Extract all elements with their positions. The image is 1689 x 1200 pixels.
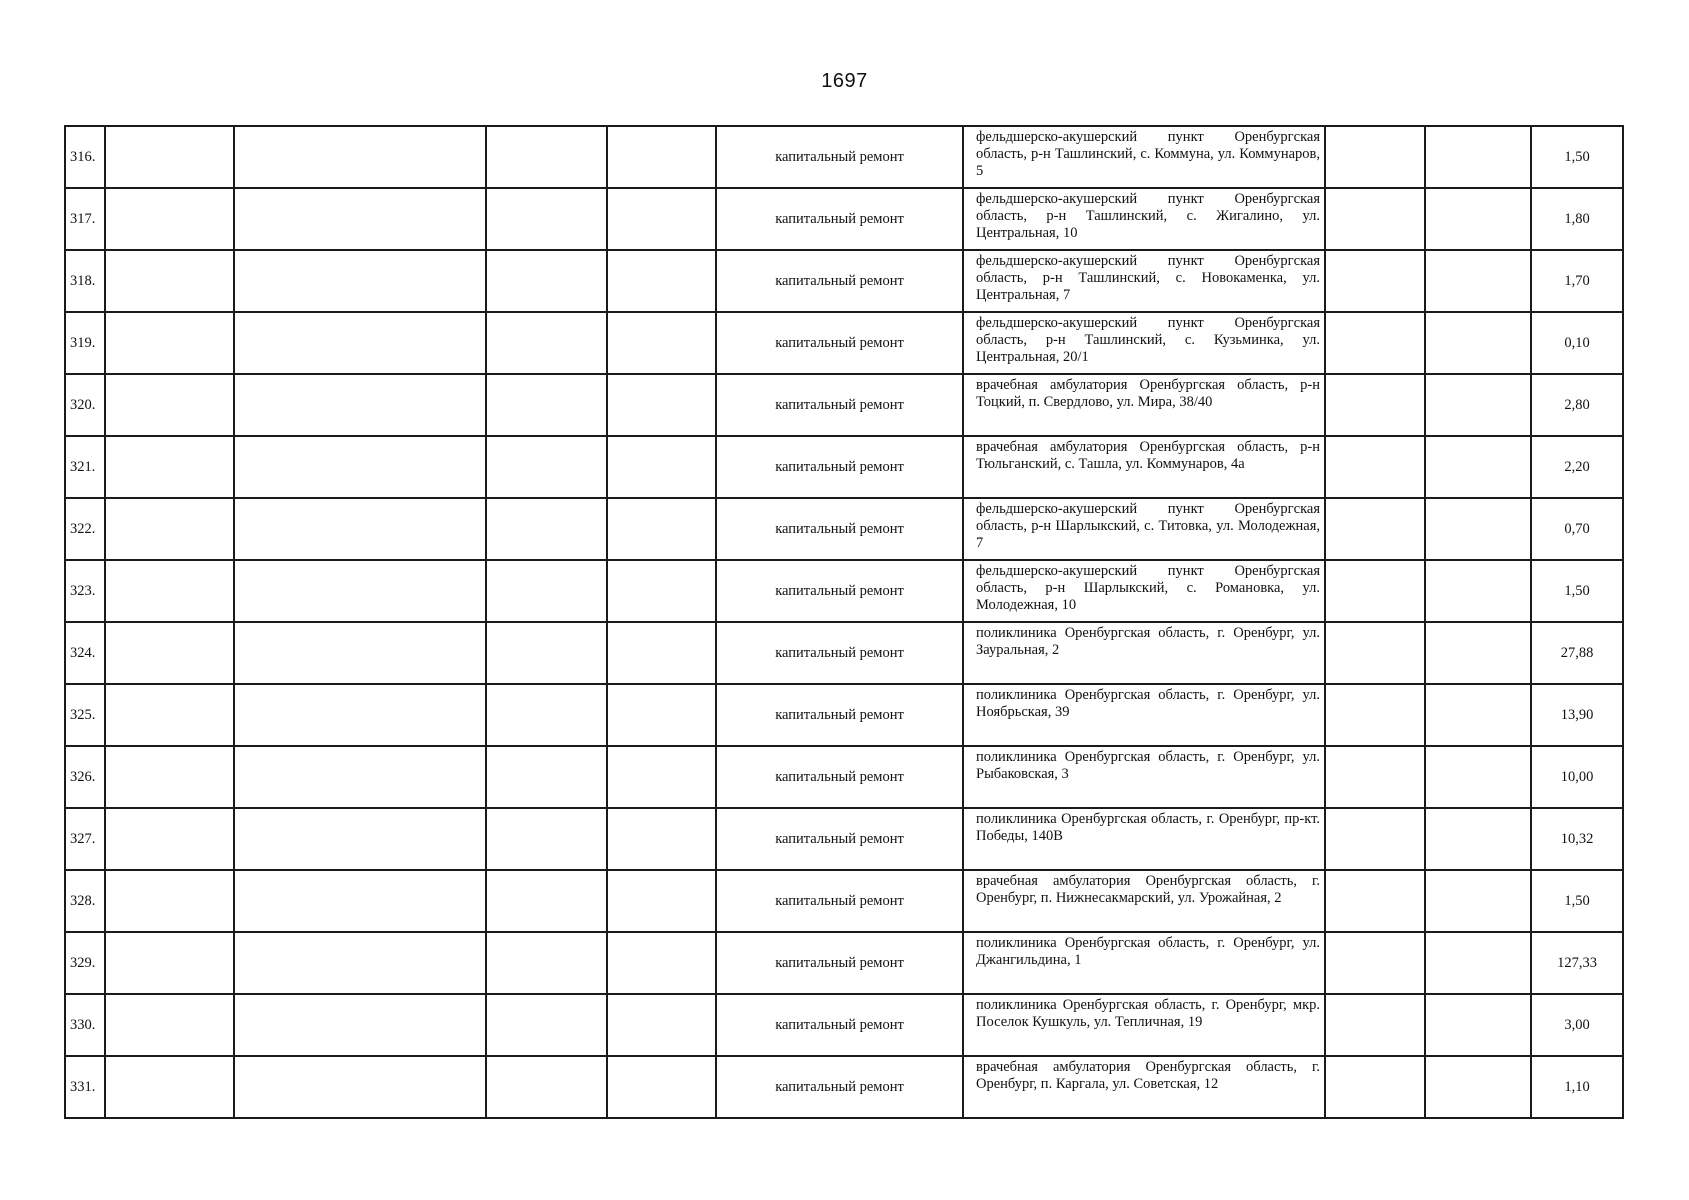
work-type-cell: капитальный ремонт [716, 746, 963, 808]
table-row [65, 870, 1623, 932]
object-address-cell: фельдшерско-акушерский пункт Оренбургская область, р-н Ташлинский, с. Кузьминка, ул. Центральная, 20/1 [963, 312, 1325, 374]
object-address-cell: поликлиника Оренбургская область, г. Оренбург, ул. Джангильдина, 1 [963, 932, 1325, 994]
table-row [65, 684, 1623, 746]
empty-cell [1325, 126, 1425, 188]
empty-cell [486, 188, 607, 250]
empty-cell [1425, 1056, 1531, 1118]
empty-cell [105, 374, 234, 436]
empty-cell [607, 560, 716, 622]
empty-cell [607, 312, 716, 374]
empty-cell [607, 746, 716, 808]
object-address-cell: фельдшерско-акушерский пункт Оренбургская область, р-н Шарлыкский, с. Титовка, ул. Молодежная, 7 [963, 498, 1325, 560]
empty-cell [234, 312, 486, 374]
work-type-cell: капитальный ремонт [716, 498, 963, 560]
empty-cell [105, 684, 234, 746]
empty-cell [234, 1056, 486, 1118]
empty-cell [1425, 622, 1531, 684]
table-row [65, 622, 1623, 684]
empty-cell [1325, 188, 1425, 250]
amount-cell: 0,10 [1531, 312, 1623, 374]
object-address-cell: поликлиника Оренбургская область, г. Оренбург, ул. Рыбаковская, 3 [963, 746, 1325, 808]
empty-cell [1325, 746, 1425, 808]
empty-cell [607, 498, 716, 560]
table-row [65, 498, 1623, 560]
amount-cell: 2,20 [1531, 436, 1623, 498]
empty-cell [607, 684, 716, 746]
empty-cell [486, 498, 607, 560]
row-number-cell: 331. [65, 1056, 105, 1118]
empty-cell [486, 436, 607, 498]
empty-cell [105, 1056, 234, 1118]
empty-cell [607, 994, 716, 1056]
empty-cell [607, 870, 716, 932]
empty-cell [105, 188, 234, 250]
amount-cell: 1,50 [1531, 560, 1623, 622]
table-body [65, 126, 1623, 1118]
row-number-cell: 326. [65, 746, 105, 808]
empty-cell [607, 622, 716, 684]
amount-cell: 10,00 [1531, 746, 1623, 808]
empty-cell [105, 746, 234, 808]
row-number-cell: 322. [65, 498, 105, 560]
empty-cell [1325, 1056, 1425, 1118]
empty-cell [1325, 250, 1425, 312]
row-number-cell: 324. [65, 622, 105, 684]
object-address-cell: врачебная амбулатория Оренбургская область, г. Оренбург, п. Нижнесакмарский, ул. Урожайная, 2 [963, 870, 1325, 932]
work-type-cell: капитальный ремонт [716, 436, 963, 498]
row-number-cell: 319. [65, 312, 105, 374]
work-type-cell: капитальный ремонт [716, 250, 963, 312]
empty-cell [1325, 994, 1425, 1056]
empty-cell [234, 374, 486, 436]
empty-cell [1325, 374, 1425, 436]
empty-cell [1425, 188, 1531, 250]
empty-cell [607, 436, 716, 498]
amount-cell: 10,32 [1531, 808, 1623, 870]
table-row [65, 932, 1623, 994]
empty-cell [486, 932, 607, 994]
empty-cell [486, 1056, 607, 1118]
table-row [65, 374, 1623, 436]
work-type-cell: капитальный ремонт [716, 932, 963, 994]
empty-cell [1425, 250, 1531, 312]
empty-cell [234, 126, 486, 188]
empty-cell [1325, 436, 1425, 498]
empty-cell [105, 560, 234, 622]
object-address-cell: поликлиника Оренбургская область, г. Оренбург, мкр. Поселок Кушкуль, ул. Тепличная, 19 [963, 994, 1325, 1056]
empty-cell [486, 250, 607, 312]
empty-cell [234, 250, 486, 312]
empty-cell [105, 622, 234, 684]
empty-cell [486, 374, 607, 436]
amount-cell: 27,88 [1531, 622, 1623, 684]
empty-cell [234, 622, 486, 684]
empty-cell [1325, 808, 1425, 870]
empty-cell [105, 126, 234, 188]
empty-cell [607, 188, 716, 250]
work-type-cell: капитальный ремонт [716, 374, 963, 436]
row-number-cell: 318. [65, 250, 105, 312]
empty-cell [105, 250, 234, 312]
page-number: 1697 [821, 70, 868, 92]
empty-cell [234, 436, 486, 498]
empty-cell [1425, 684, 1531, 746]
empty-cell [234, 684, 486, 746]
empty-cell [486, 994, 607, 1056]
empty-cell [1425, 312, 1531, 374]
empty-cell [607, 808, 716, 870]
empty-cell [234, 746, 486, 808]
amount-cell: 1,70 [1531, 250, 1623, 312]
amount-cell: 1,80 [1531, 188, 1623, 250]
row-number-cell: 320. [65, 374, 105, 436]
empty-cell [234, 188, 486, 250]
empty-cell [234, 498, 486, 560]
object-address-cell: врачебная амбулатория Оренбургская область, р-н Тюльганский, с. Ташла, ул. Коммунаров, 4а [963, 436, 1325, 498]
empty-cell [1425, 746, 1531, 808]
work-type-cell: капитальный ремонт [716, 188, 963, 250]
empty-cell [1325, 932, 1425, 994]
empty-cell [1425, 560, 1531, 622]
empty-cell [105, 312, 234, 374]
empty-cell [1325, 684, 1425, 746]
table-row [65, 808, 1623, 870]
empty-cell [1425, 374, 1531, 436]
object-address-cell: фельдшерско-акушерский пункт Оренбургская область, р-н Ташлинский, с. Новокаменка, ул. Центральная, 7 [963, 250, 1325, 312]
object-address-cell: поликлиника Оренбургская область, г. Оренбург, ул. Ноябрьская, 39 [963, 684, 1325, 746]
empty-cell [1325, 560, 1425, 622]
empty-cell [105, 870, 234, 932]
object-address-cell: фельдшерско-акушерский пункт Оренбургская область, р-н Ташлинский, с. Коммуна, ул. Коммунаров, 5 [963, 126, 1325, 188]
table-row [65, 1056, 1623, 1118]
registry-table [64, 125, 1624, 1119]
amount-cell: 13,90 [1531, 684, 1623, 746]
empty-cell [1425, 870, 1531, 932]
table-row [65, 312, 1623, 374]
object-address-cell: поликлиника Оренбургская область, г. Оренбург, пр-кт. Победы, 140В [963, 808, 1325, 870]
row-number-cell: 316. [65, 126, 105, 188]
object-address-cell: фельдшерско-акушерский пункт Оренбургская область, р-н Шарлыкский, с. Романовка, ул. Молодежная, 10 [963, 560, 1325, 622]
object-address-cell: поликлиника Оренбургская область, г. Оренбург, ул. Зауральная, 2 [963, 622, 1325, 684]
work-type-cell: капитальный ремонт [716, 808, 963, 870]
empty-cell [1325, 312, 1425, 374]
table-row [65, 560, 1623, 622]
row-number-cell: 321. [65, 436, 105, 498]
work-type-cell: капитальный ремонт [716, 622, 963, 684]
empty-cell [234, 994, 486, 1056]
empty-cell [486, 622, 607, 684]
amount-cell: 1,10 [1531, 1056, 1623, 1118]
empty-cell [486, 560, 607, 622]
empty-cell [105, 498, 234, 560]
empty-cell [607, 932, 716, 994]
empty-cell [1425, 436, 1531, 498]
table-row [65, 436, 1623, 498]
empty-cell [1425, 498, 1531, 560]
table-row [65, 250, 1623, 312]
amount-cell: 127,33 [1531, 932, 1623, 994]
table-row [65, 994, 1623, 1056]
work-type-cell: капитальный ремонт [716, 1056, 963, 1118]
empty-cell [1325, 870, 1425, 932]
row-number-cell: 328. [65, 870, 105, 932]
row-number-cell: 317. [65, 188, 105, 250]
row-number-cell: 327. [65, 808, 105, 870]
empty-cell [1325, 622, 1425, 684]
empty-cell [105, 808, 234, 870]
empty-cell [607, 250, 716, 312]
empty-cell [607, 374, 716, 436]
empty-cell [234, 932, 486, 994]
empty-cell [1425, 994, 1531, 1056]
empty-cell [234, 560, 486, 622]
row-number-cell: 330. [65, 994, 105, 1056]
amount-cell: 0,70 [1531, 498, 1623, 560]
work-type-cell: капитальный ремонт [716, 994, 963, 1056]
empty-cell [105, 994, 234, 1056]
amount-cell: 1,50 [1531, 126, 1623, 188]
empty-cell [486, 870, 607, 932]
empty-cell [1325, 498, 1425, 560]
empty-cell [486, 746, 607, 808]
empty-cell [1425, 808, 1531, 870]
work-type-cell: капитальный ремонт [716, 126, 963, 188]
empty-cell [1425, 932, 1531, 994]
empty-cell [486, 808, 607, 870]
empty-cell [105, 932, 234, 994]
work-type-cell: капитальный ремонт [716, 870, 963, 932]
empty-cell [486, 312, 607, 374]
empty-cell [607, 126, 716, 188]
empty-cell [607, 1056, 716, 1118]
row-number-cell: 329. [65, 932, 105, 994]
empty-cell [486, 126, 607, 188]
table-row [65, 188, 1623, 250]
empty-cell [105, 436, 234, 498]
empty-cell [486, 684, 607, 746]
work-type-cell: капитальный ремонт [716, 684, 963, 746]
amount-cell: 2,80 [1531, 374, 1623, 436]
work-type-cell: капитальный ремонт [716, 312, 963, 374]
object-address-cell: врачебная амбулатория Оренбургская область, г. Оренбург, п. Каргала, ул. Советская, 12 [963, 1056, 1325, 1118]
row-number-cell: 325. [65, 684, 105, 746]
table-row [65, 126, 1623, 188]
object-address-cell: врачебная амбулатория Оренбургская область, р-н Тоцкий, п. Свердлово, ул. Мира, 38/40 [963, 374, 1325, 436]
empty-cell [234, 808, 486, 870]
amount-cell: 3,00 [1531, 994, 1623, 1056]
empty-cell [234, 870, 486, 932]
object-address-cell: фельдшерско-акушерский пункт Оренбургская область, р-н Ташлинский, с. Жигалино, ул. Центральная, 10 [963, 188, 1325, 250]
row-number-cell: 323. [65, 560, 105, 622]
amount-cell: 1,50 [1531, 870, 1623, 932]
table-row [65, 746, 1623, 808]
work-type-cell: капитальный ремонт [716, 560, 963, 622]
empty-cell [1425, 126, 1531, 188]
